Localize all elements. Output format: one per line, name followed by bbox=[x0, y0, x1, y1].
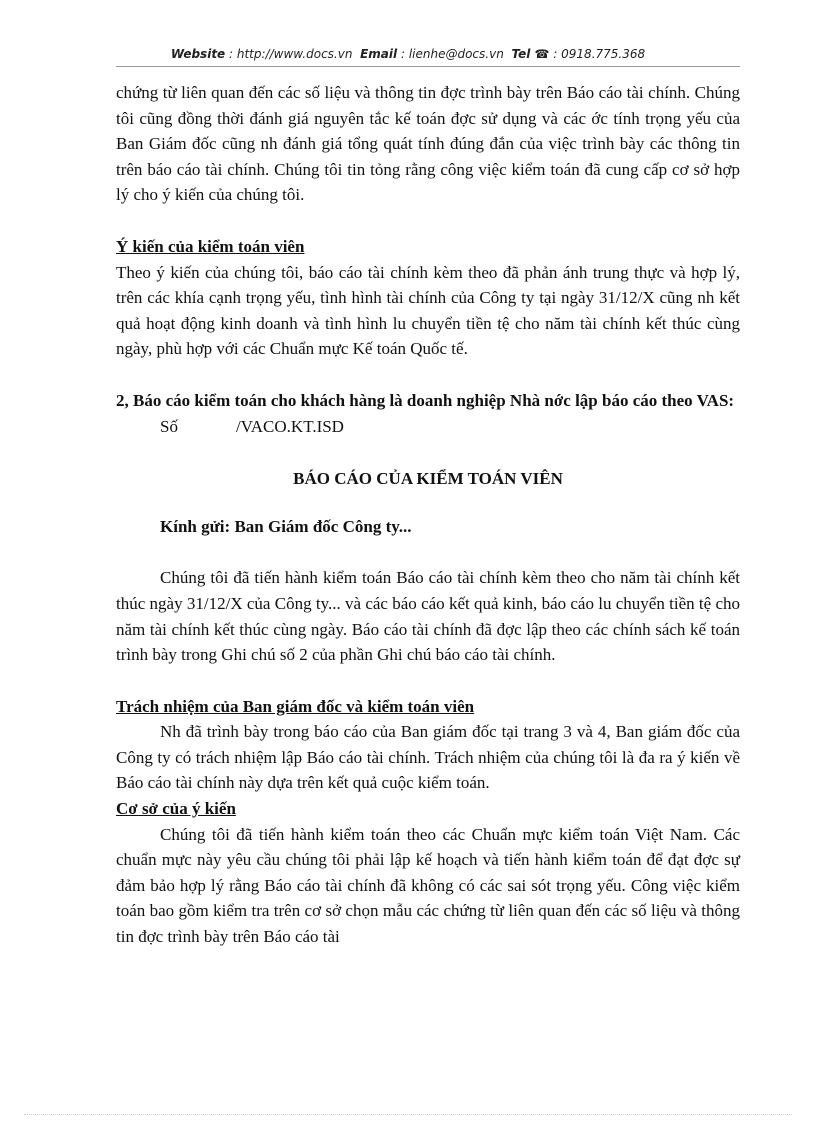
page-header bbox=[0, 47, 816, 61]
salutation: Kính gửi: Ban Giám đốc Công ty... bbox=[160, 516, 412, 536]
opinion-paragraph: Theo ý kiến của chúng tôi, báo cáo tài chính kèm theo đã phản ánh trung thực và hợp lý, trên các khía cạnh trọng yếu, tình hình tài chính của Công ty tại ngày 31/12/X cũng nh kết quả hoạt động kinh doanh và tình hình lu chuyển tiền tệ cho năm tài chính kết thúc cùng ngày, phù hợp với các Chuẩn mực Kế toán Quốc tế. bbox=[116, 262, 740, 359]
basis-heading: Cơ sở của ý kiến bbox=[116, 799, 236, 819]
email-label: Email bbox=[360, 47, 398, 61]
phone-number: : 0918.775.368 bbox=[553, 47, 646, 61]
email-address[interactable]: : lienhe@docs.vn bbox=[400, 47, 504, 61]
website-url[interactable]: : http://www.docs.vn bbox=[229, 47, 353, 61]
responsibility-paragraph: Nh đã trình bày trong báo cáo của Ban giám đốc tại trang 3 và 4, Ban giám đốc của Công ty có trách nhiệm lập Báo cáo tài chính. Trách nhiệm của chúng tôi là đa ra ý kiến về Báo cáo tài chính này dựa trên kết quả cuộc kiểm toán. bbox=[116, 722, 740, 793]
reference-label: Số bbox=[160, 416, 178, 436]
header-divider bbox=[116, 66, 740, 67]
section-2-heading: 2, Báo cáo kiểm toán cho khách hàng là doanh nghiệp Nhà nớc lập báo cáo theo VAS: bbox=[116, 390, 735, 410]
report-title: BÁO CÁO CỦA KIỂM TOÁN VIÊN bbox=[293, 469, 563, 489]
reference-code: /VACO.KT.ISD bbox=[235, 416, 344, 436]
report-paragraph-1: Chúng tôi đã tiến hành kiểm toán Báo cáo tài chính kèm theo cho năm tài chính kết thúc ngày 31/12/X của Công ty... và các báo cáo kết quả kinh, báo cáo lu chuyển tiền tệ cho năm tài chính kết thúc cùng ngày. Báo cáo tài chính đã đợc lập theo các chính sách kế toán trình bày trong Ghi chú số 2 của phần Ghi chú báo cáo tài chính. bbox=[116, 568, 740, 665]
page-bottom-border bbox=[24, 1114, 792, 1115]
phone-label: Tel ☎ bbox=[511, 47, 550, 61]
document-body bbox=[116, 80, 740, 950]
website-label: Website bbox=[170, 47, 226, 61]
reference-number bbox=[116, 414, 740, 440]
responsibility-heading: Trách nhiệm của Ban giám đốc và kiểm toán viên bbox=[116, 696, 475, 716]
opinion-heading: Ý kiến của kiểm toán viên bbox=[116, 236, 305, 256]
basis-paragraph: Chúng tôi đã tiến hành kiểm toán theo các Chuẩn mực kiểm toán Việt Nam. Các chuẩn mực này yêu cầu chúng tôi phải lập kế hoạch và tiến hành kiểm toán để đạt đợc sự đảm bảo hợp lý rằng Báo cáo tài chính đã không có các sai sót trọng yếu. Công việc kiểm toán bao gồm kiểm tra trên cơ sở chọn mẫu các chứng từ liên quan đến các số liệu và thông tin đợc trình bày trên Báo cáo tài bbox=[116, 824, 740, 947]
intro-paragraph: chứng từ liên quan đến các số liệu và thông tin đợc trình bày trên Báo cáo tài chính. Chúng tôi cũng đồng thời đánh giá nguyên tắc kế toán đợc sử dụng và các ớc tính trọng yếu của Ban Giám đốc cũng nh đánh giá tổng quát tính đúng đắn của việc trình bày các thông tin trên báo cáo tài chính. Chúng tôi tin tỏng rằng công việc kiểm toán đã cung cấp cơ sở hợp lý cho ý kiến của chúng tôi. bbox=[116, 83, 740, 205]
